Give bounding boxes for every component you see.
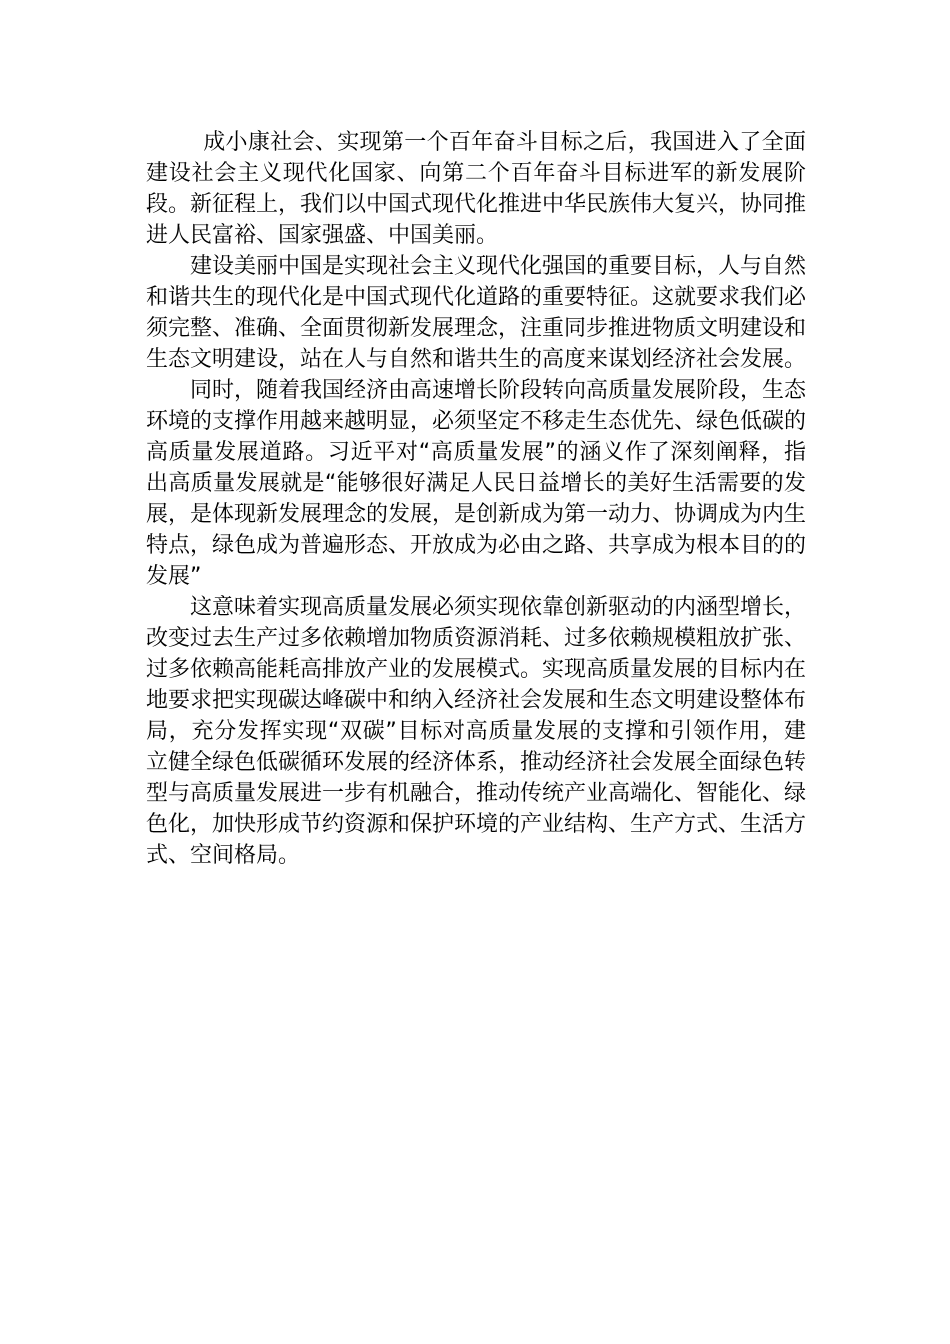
paragraph-2: 建设美丽中国是实现社会主义现代化强国的重要目标，人与自然和谐共生的现代化是中国式现代化道路的重要特征。这就要求我们必须完整、准确、全面贯彻新发展理念，注重同步推进物质文明建设和生态文明建设，站在人与自然和谐共生的高度来谋划经济社会发展。	[146, 254, 807, 372]
paragraph-1: 成小康社会、实现第一个百年奋斗目标之后，我国进入了全面建设社会主义现代化国家、向第二个百年奋斗目标进军的新发展阶段。新征程上，我们以中国式现代化推进中华民族伟大复兴，协同推进人民富裕、国家强盛、中国美丽。	[146, 130, 807, 248]
paragraph-4: 这意味着实现高质量发展必须实现依靠创新驱动的内涵型增长，改变过去生产过多依赖增加物质资源消耗、过多依赖规模粗放扩张、过多依赖高能耗高排放产业的发展模式。实现高质量发展的目标内在地要求把实现碳达峰碳中和纳入经济社会发展和生态文明建设整体布局，充分发挥实现“双碳”目标对高质量发展的支撑和引领作用，建立健全绿色低碳循环发展的经济体系，推动经济社会发展全面绿色转型与高质量发展进一步有机融合，推动传统产业高端化、智能化、绿色化，加快形成节约资源和保护环境的产业结构、生产方式、生活方式、空间格局。	[146, 595, 807, 868]
body-text	[146, 127, 806, 871]
paragraph-3: 同时，随着我国经济由高速增长阶段转向高质量发展阶段，生态环境的支撑作用越来越明显，必须坚定不移走生态优先、绿色低碳的高质量发展道路。习近平对“高质量发展”的涵义作了深刻阐释，指出高质量发展就是“能够很好满足人民日益增长的美好生活需要的发展，是体现新发展理念的发展，是创新成为第一动力、协调成为内生特点，绿色成为普遍形态、开放成为必由之路、共享成为根本目的的发展”	[146, 378, 807, 589]
